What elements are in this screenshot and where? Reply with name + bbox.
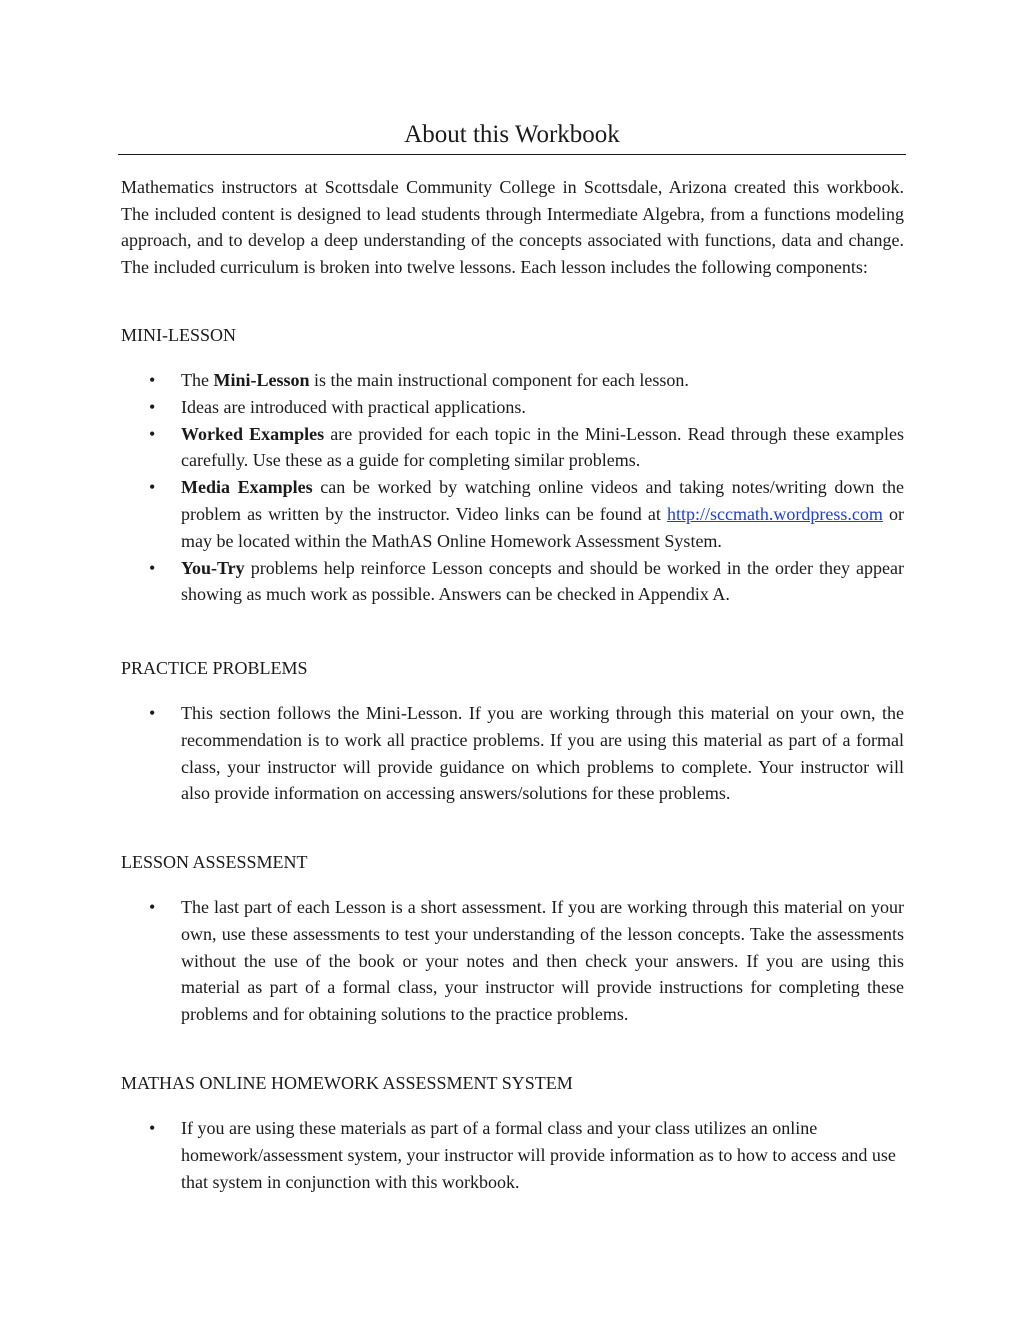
sccmath-link[interactable]: http://sccmath.wordpress.com bbox=[666, 503, 883, 524]
term-worked-examples: Worked Examples bbox=[181, 423, 325, 444]
term-media-examples: Media Examples bbox=[181, 477, 313, 498]
mini-lesson-list bbox=[121, 367, 904, 608]
bullet-icon: • bbox=[149, 703, 156, 723]
section-heading-practice-problems: PRACTICE PROBLEMS bbox=[121, 658, 308, 678]
bullet-icon: • bbox=[149, 370, 156, 390]
section-heading-lesson-assessment: LESSON ASSESSMENT bbox=[121, 852, 308, 872]
practice-problems-list bbox=[121, 700, 904, 807]
term-mini-lesson: Mini-Lesson bbox=[213, 370, 310, 390]
mathas-list bbox=[121, 1115, 904, 1195]
list-item: • Media Examples can be worked by watching online videos and taking notes/writing down the problem as written by the instructor. Video links can be found at http://sccmath.wordpress.com or may be located within the MathAS Online Homework Assessment System. bbox=[121, 474, 904, 554]
list-item: • The last part of each Lesson is a short assessment. If you are working through this material on your own, use these assessments to test your understanding of the lesson concepts. Take the assessments without the use of the book or your notes and then check your answers. If you are using this material as part of a formal class, your instructor will provide instructions for completing these problems and for obtaining solutions to the practice problems. bbox=[121, 894, 904, 1028]
list-item: • Ideas are introduced with practical applications. bbox=[121, 394, 904, 421]
bullet-icon: • bbox=[149, 557, 156, 578]
bullet-icon: • bbox=[149, 396, 156, 417]
bullet-icon: • bbox=[149, 1118, 156, 1138]
list-item: • You-Try problems help reinforce Lesson concepts and should be worked in the order they appear showing as much work as possible. Answers can be checked in Appendix A. bbox=[121, 555, 904, 609]
section-heading-mathas: MATHAS ONLINE HOMEWORK ASSESSMENT SYSTEM bbox=[121, 1073, 573, 1093]
list-item: • This section follows the Mini-Lesson. If you are working through this material on your own, the recommendation is to work all practice problems. If you are using this material as part of a formal class, your instructor will provide guidance on which problems to complete. Your instructor will also provide information on accessing answers/solutions for these problems. bbox=[121, 700, 904, 807]
bullet-icon: • bbox=[149, 477, 156, 498]
page-title: About this Workbook bbox=[118, 116, 906, 155]
list-item: • If you are using these materials as part of a formal class and your class utilizes an online homework/assessment system, your instructor will provide information as to how to access and use that system in conjunction with this workbook. bbox=[121, 1115, 904, 1195]
list-item: • The Mini-Lesson is the main instructional component for each lesson. bbox=[121, 367, 904, 394]
lesson-assessment-list bbox=[121, 894, 904, 1028]
bullet-icon: • bbox=[149, 423, 156, 444]
bullet-icon: • bbox=[149, 897, 156, 917]
term-you-try: You-Try bbox=[181, 557, 245, 578]
intro-paragraph: Mathematics instructors at Scottsdale Community College in Scottsdale, Arizona created this workbook. The included content is designed to lead students through Intermediate Algebra, from a functions modeling approach, and to develop a deep understanding of the concepts associated with functions, data and change. The included curriculum is broken into twelve lessons. Each lesson includes the following components: bbox=[121, 177, 904, 277]
list-item: • Worked Examples are provided for each topic in the Mini-Lesson. Read through these examples carefully. Use these as a guide for completing similar problems. bbox=[121, 421, 904, 475]
section-heading-mini-lesson: MINI-LESSON bbox=[121, 325, 236, 345]
